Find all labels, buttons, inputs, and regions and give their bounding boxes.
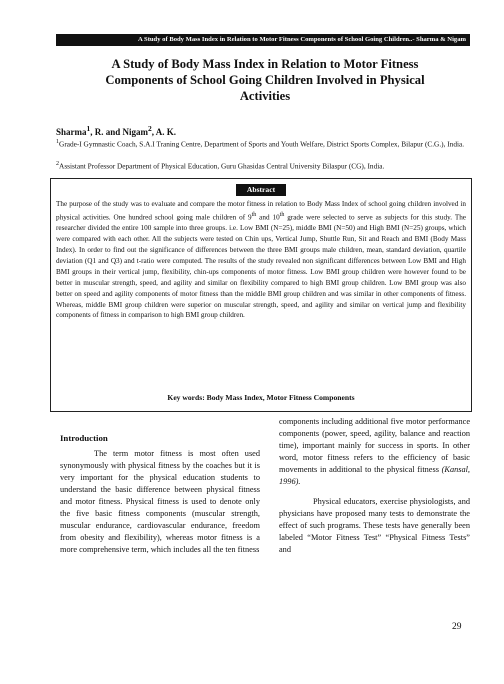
paragraph-text: components including additional five motor performance components (power, speed, agility, balance and reaction time), important mainly for success in sports. In other word, motor fitness refers to the efficiency of basic movements in additional to the physical fitness xyxy=(279,417,470,474)
ordinal-superscript: th xyxy=(251,211,257,218)
right-column xyxy=(279,416,470,556)
abstract-text xyxy=(56,199,466,321)
introduction-paragraph-continued xyxy=(279,416,470,488)
keywords: Key words: Body Mass Index, Motor Fitness Components xyxy=(167,393,355,402)
left-column xyxy=(60,432,260,556)
abstract-segment: and 10 xyxy=(256,213,280,222)
ordinal-superscript: th xyxy=(279,211,285,218)
title-line: Activities xyxy=(239,89,291,103)
author-name: , R. and Nigam xyxy=(90,127,149,137)
citation: (Kansal, 1996). xyxy=(279,465,470,486)
author-superscript: 1 xyxy=(86,124,91,133)
introduction-paragraph-2: Physical educators, exercise physiologists, and physicians have proposed many tests to demonstrate the effect of such programs. These tests have generally been labeled “Motor Fitness Test” “Physical Fitness Tests” and xyxy=(279,497,470,554)
abstract-segment: grade were selected to serve as subjects for this study. The researcher divided the entire 100 sample into three groups. i.e. Low BMI (N=25), middle BMI (N=50) and High BMI (N=25) groups, which were compared with each other. All the subjects were tested on Chin ups, Vertical Jump, Shuttle Run, Sit and Reach and BMI (Body Mass Index). In order to find out the significance of differences between the three BMI groups male children, mean, standard deviation, quartile deviation (Q1 and Q3) and t-ratio were computed. The results of the study revealed non significant differences between Low BMI and High BMI groups in their vertical jump, flexibility, chin-ups components of motor fitness. Low BMI group children were however found to be better in muscular strength, speed, and agility and similar on flexibility compared to high BMI group children. Low BMI group was also better on speed and agility components of motor fitness than the middle BMI group children and was similar in other components of fitness. Whereas, middle BMI group children were superior on muscular strength, speed, and agility and similar on vertical jump and flexibility components of fitness in comparison to high BMI group children. xyxy=(56,213,466,320)
affiliation-number: 1 xyxy=(56,139,60,145)
affiliation-text: Grade-I Gymnastic Coach, S.A.I Traning Centre, Department of Sports and Youth Welfare, District Sports Complex, Bilapur (C.G.), India. xyxy=(59,139,465,149)
running-head: A Study of Body Mass Index in Relation to Motor Fitness Components of School Going Children..- Sharma & Nigam xyxy=(56,34,470,46)
author-name: Sharma xyxy=(56,127,87,137)
introduction-paragraph: The term motor fitness is most often used synonymously with physical fitness by the coaches but it is very important for the physical education students to understand the basic difference between physical fitness and motor fitness. Physical fitness is used to denote only the five basic fitness components (muscular strength, muscular endurance, cardiovascular endurance, freedom from obesity and flexibility), whereas motor fitness is a more comprehensive term, which includes all the ten fitness xyxy=(60,449,260,554)
title-line: A Study of Body Mass Index in Relation to Motor Fitness xyxy=(111,57,419,71)
abstract-label: Abstract xyxy=(236,184,286,196)
section-heading-introduction: Introduction xyxy=(60,433,108,443)
affiliation-number: 2 xyxy=(56,161,60,167)
affiliation-2 xyxy=(56,159,470,171)
affiliation-1 xyxy=(56,137,470,149)
affiliation-text: Assistant Professor Department of Physical Education, Guru Ghasidas Central University Bilaspur (CG), India. xyxy=(59,161,385,171)
page-number: 29 xyxy=(452,622,462,632)
paper-title xyxy=(60,56,470,104)
author-list xyxy=(56,124,176,137)
author-name: , A. K. xyxy=(151,127,177,137)
title-line: Components of School Going Children Involved in Physical xyxy=(105,73,425,87)
author-superscript: 2 xyxy=(148,124,152,133)
abstract-segment: The purpose of the study was to evaluate and compare the motor fitness in relation to Body Mass Index of school going children involved in physical activities. One hundred school going male children of 9 xyxy=(56,200,466,222)
